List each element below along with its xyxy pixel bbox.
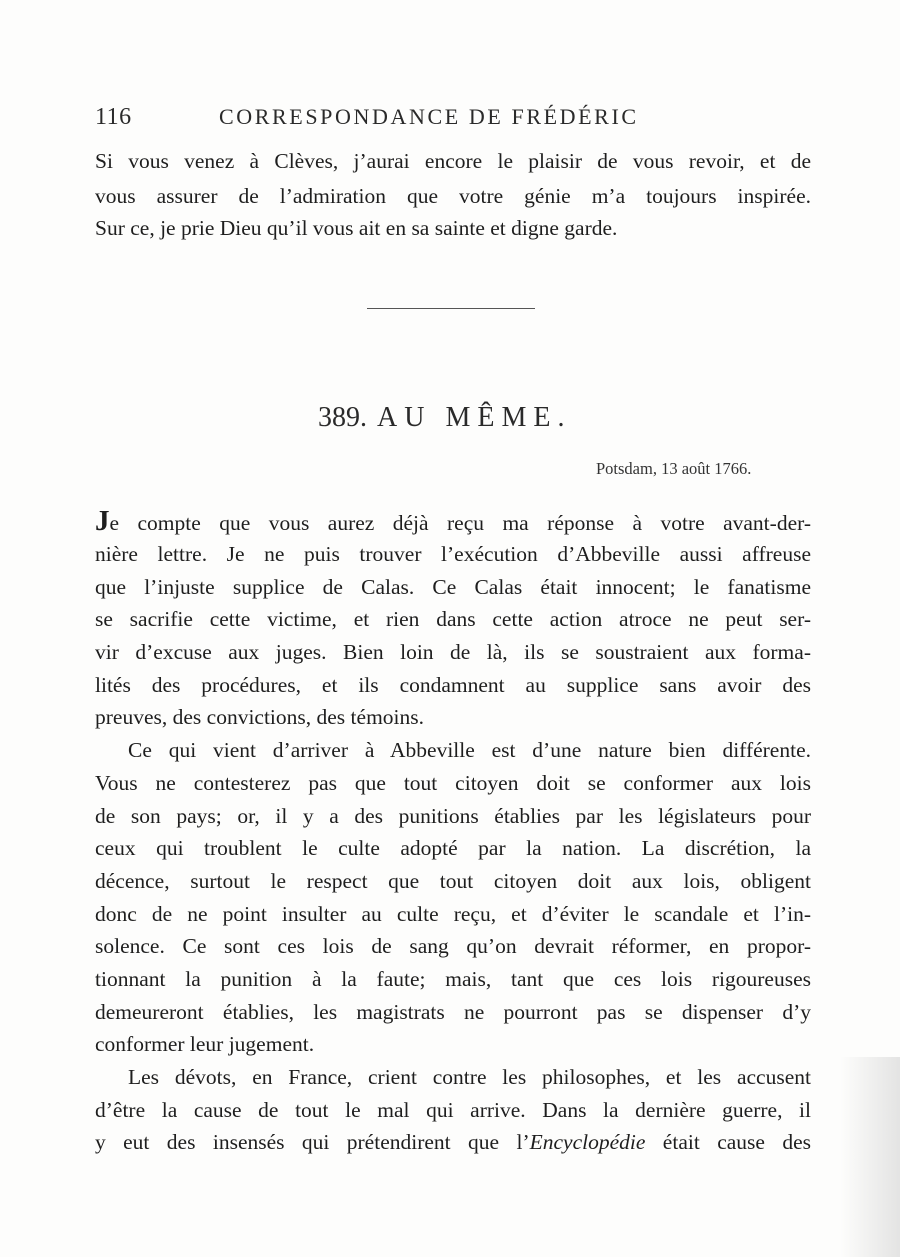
italic-title: Encyclopédie (529, 1130, 646, 1154)
text-line: Vous ne contesterez pas que tout citoyen doit se conformer aux lois (95, 771, 811, 795)
text-line: vous assurer de l’admiration que votre génie m’a toujours inspirée. (95, 184, 811, 208)
letter-heading (318, 402, 571, 434)
text-line: Les dévots, en France, crient contre les philosophes, et les accusent (128, 1065, 811, 1089)
letter-number: 389. (318, 402, 367, 433)
text-line: que l’injuste supplice de Calas. Ce Calas était innocent; le fanatisme (95, 575, 811, 599)
text-line: lités des procédures, et ils condamnent au supplice sans avoir des (95, 673, 811, 697)
drop-cap: J (95, 505, 110, 537)
section-divider (367, 308, 535, 309)
text-segment: était cause des (645, 1130, 811, 1154)
text-line: se sacrifie cette victime, et rien dans cette action atroce ne peut ser- (95, 607, 811, 631)
text-line-content: e compte que vous aurez déjà reçu ma réponse à votre avant-der- (109, 511, 811, 535)
page-number: 116 (95, 104, 132, 130)
running-title: CORRESPONDANCE DE FRÉDÉRIC (219, 104, 639, 129)
text-line (95, 505, 811, 537)
text-line: nière lettre. Je ne puis trouver l’exécution d’Abbeville aussi affreuse (95, 542, 811, 566)
text-line: d’être la cause de tout le mal qui arrive. Dans la dernière guerre, il (95, 1098, 811, 1122)
text-line: demeureront établies, les magistrats ne pourront pas se dispenser d’y (95, 1000, 811, 1024)
text-segment: y eut des insensés qui prétendirent que l’ (95, 1130, 530, 1154)
letter-dateline: Potsdam, 13 août 1766. (596, 459, 752, 478)
text-line: ceux qui troublent le culte adopté par la nation. La discrétion, la (95, 836, 811, 860)
text-line: preuves, des convictions, des témoins. (95, 705, 425, 729)
text-line: vir d’excuse aux juges. Bien loin de là, ils se soustraient aux forma- (95, 640, 811, 664)
letter-title: AU MÊME. (377, 402, 572, 433)
text-line: tionnant la punition à la faute; mais, tant que ces lois rigoureuses (95, 967, 811, 991)
scan-edge-shadow (840, 1057, 900, 1257)
text-line (95, 1126, 811, 1158)
text-line: donc de ne point insulter au culte reçu, et d’éviter le scandale et l’in- (95, 902, 811, 926)
text-line: décence, surtout le respect que tout citoyen doit aux lois, obligent (95, 869, 811, 893)
text-line: Sur ce, je prie Dieu qu’il vous ait en sa sainte et digne garde. (95, 216, 618, 240)
text-line: Ce qui vient d’arriver à Abbeville est d’une nature bien différente. (128, 738, 811, 762)
text-line: solence. Ce sont ces lois de sang qu’on devrait réformer, en propor- (95, 934, 811, 958)
text-line: Si vous venez à Clèves, j’aurai encore le plaisir de vous revoir, et de (95, 149, 811, 173)
text-line: conformer leur jugement. (95, 1032, 315, 1056)
text-line: de son pays; or, il y a des punitions établies par les législateurs pour (95, 804, 811, 828)
